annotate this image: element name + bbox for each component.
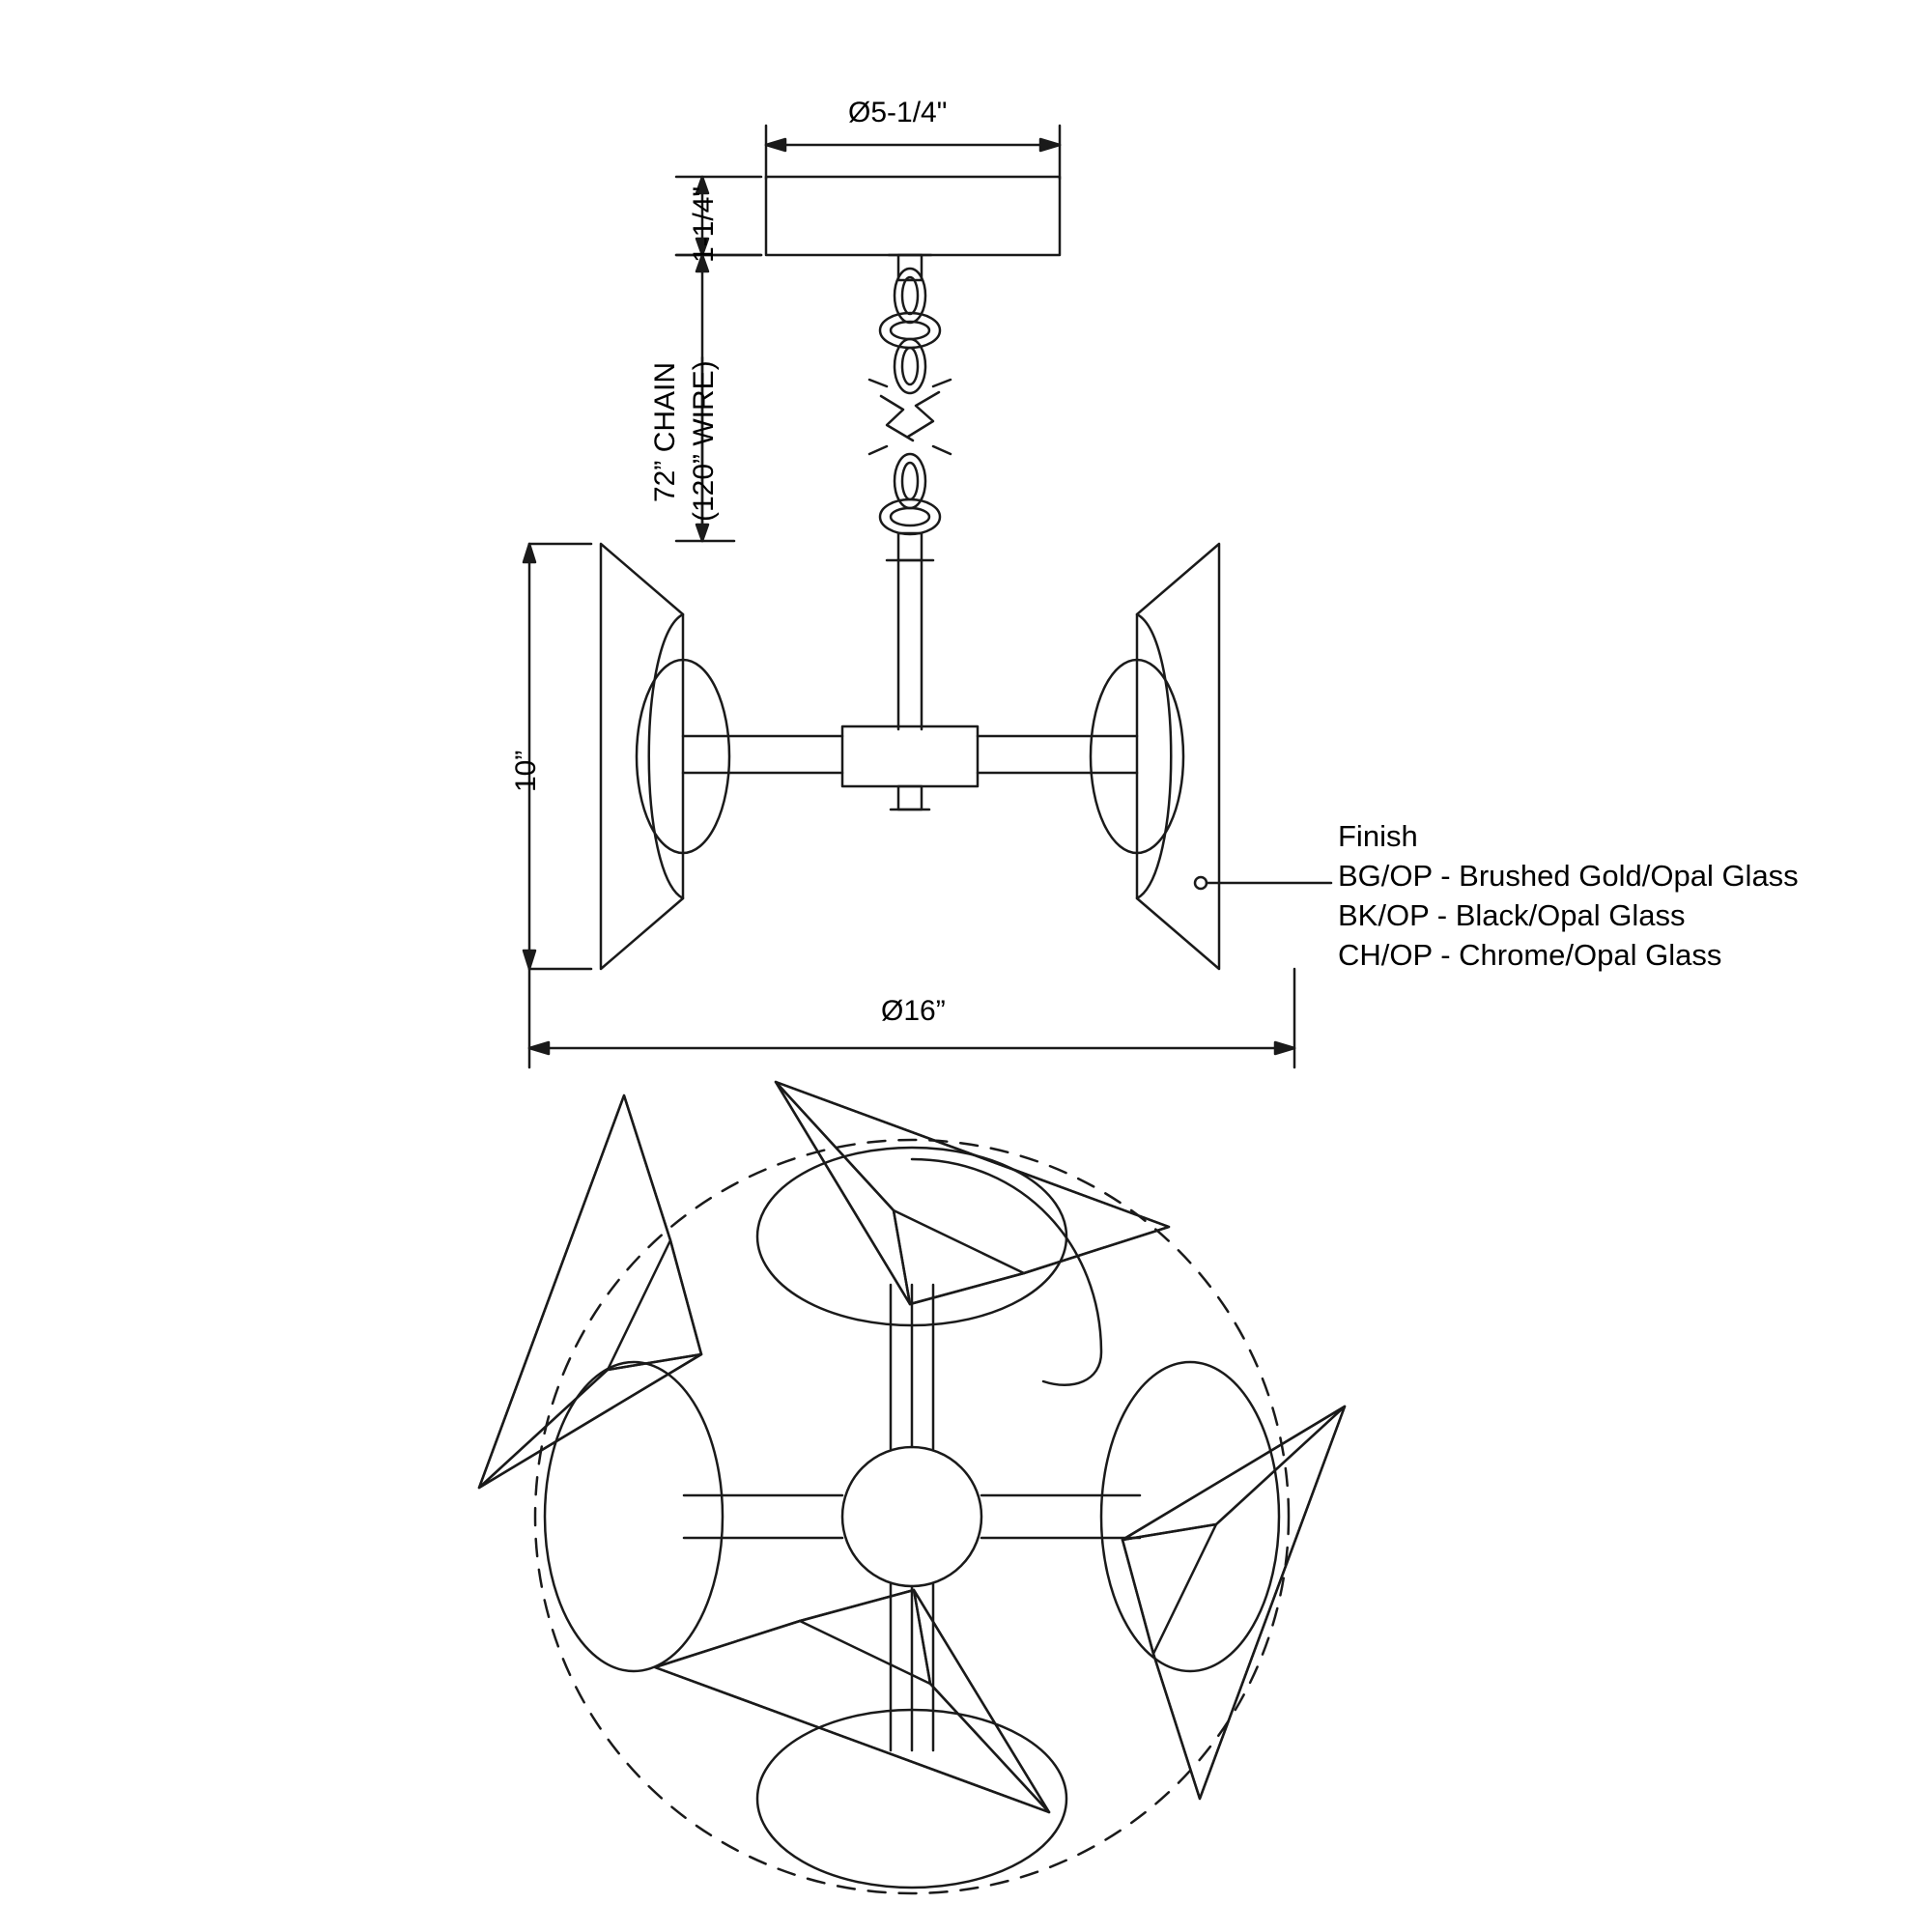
label-canopy-height: 1-1/4" <box>688 185 720 263</box>
left-shade <box>601 544 729 969</box>
right-shade <box>1091 544 1219 969</box>
finish-option-ch-op: CH/OP - Chrome/Opal Glass <box>1338 938 1722 972</box>
finish-leader-line <box>1195 877 1331 889</box>
finish-option-bk-op: BK/OP - Black/Opal Glass <box>1338 898 1686 932</box>
chain-assembly <box>869 255 951 560</box>
label-fixture-diameter: Ø16” <box>881 995 946 1027</box>
dimension-canopy-diameter <box>766 126 1060 179</box>
canopy <box>766 177 1060 255</box>
left-arm <box>683 736 842 773</box>
finish-heading: Finish <box>1338 819 1418 853</box>
plan-view <box>479 1082 1345 1893</box>
center-stem <box>898 560 922 729</box>
label-chain-wire: (120” WIRE) <box>688 360 720 522</box>
right-arm <box>978 736 1137 773</box>
label-canopy-diameter: Ø5-1/4" <box>848 97 948 128</box>
center-body <box>842 726 978 810</box>
finish-option-bg-op: BG/OP - Brushed Gold/Opal Glass <box>1338 859 1799 893</box>
finish-legend <box>1338 816 1799 975</box>
label-chain-length: 72” CHAIN <box>649 361 681 502</box>
label-fixture-height: 10” <box>510 750 542 792</box>
